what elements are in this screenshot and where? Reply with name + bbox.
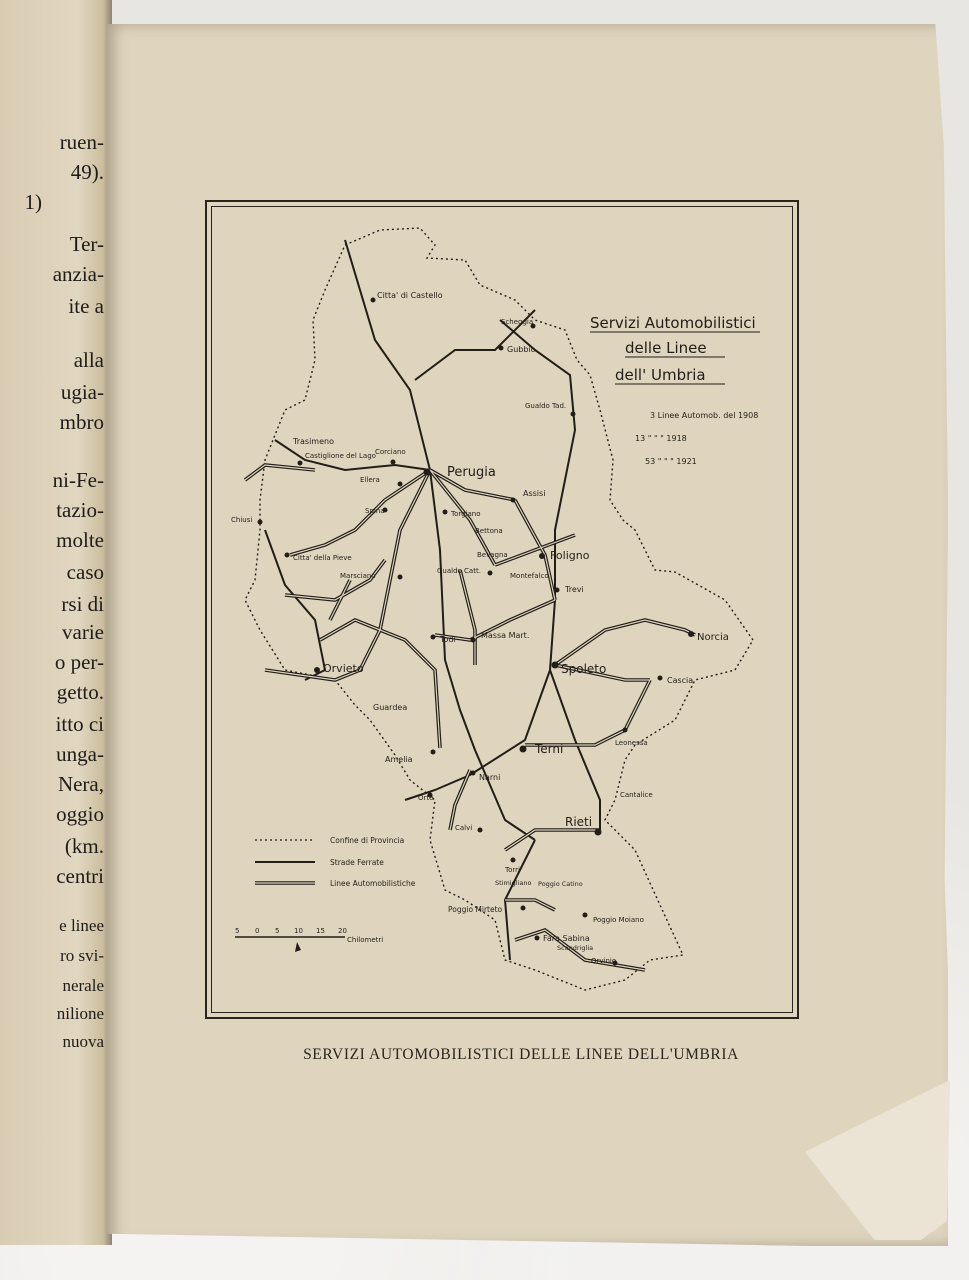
town-torri: Torri	[505, 866, 520, 874]
left-page-line: 49).	[70, 160, 104, 184]
left-page-line: centri	[56, 864, 104, 888]
left-page-line: unga-	[56, 742, 104, 766]
town-cascia: Cascia	[667, 676, 694, 685]
umbria-map	[205, 200, 795, 1015]
town-fara-sabina: Fara Sabina	[543, 934, 590, 943]
scale-tick-1: 0	[255, 927, 260, 935]
town-guardea: Guardea	[373, 703, 408, 712]
town-narni: Narni	[479, 773, 501, 782]
left-page-line: ro svi-	[60, 946, 104, 965]
legend-railways: Strade Ferrate	[330, 858, 384, 867]
legend-provincial-border: Confine di Provincia	[330, 836, 405, 845]
stat-1918: 13 " " " 1918	[635, 434, 687, 443]
town-citta-di-castello: Citta' di Castello	[377, 291, 443, 300]
map-title-line-2: delle Linee	[625, 339, 707, 357]
scale-tick-3: 10	[294, 927, 303, 935]
town-scheggia: Scheggia	[501, 318, 534, 326]
left-page-line: Ter-	[69, 232, 104, 256]
left-page-line: varie	[62, 620, 104, 644]
scale-tick-0: 5	[235, 927, 240, 935]
left-page-line: o per-	[54, 650, 104, 674]
town-citta-della-pieve: Citta' della Pieve	[293, 554, 352, 562]
town-gualdo-cattaneo: Gualdo Catt.	[437, 567, 481, 575]
town-terni: Terni	[535, 742, 564, 756]
scale-tick-5: 20	[338, 927, 347, 935]
town-assisi: Assisi	[523, 489, 546, 498]
town-bevagna: Bevagna	[477, 551, 508, 559]
town-rieti: Rieti	[565, 815, 593, 829]
left-page-line: itto ci	[55, 712, 104, 736]
line-statistics	[635, 411, 758, 466]
left-page-line: tazio-	[56, 498, 104, 522]
left-page-line: getto.	[56, 680, 104, 704]
left-page-line: alla	[73, 348, 104, 372]
town-chiusi: Chiusi	[231, 516, 253, 524]
left-page-line: nilione	[56, 1004, 104, 1023]
town-perugia: Perugia	[447, 465, 496, 480]
town-gubbio: Gubbio	[507, 345, 536, 354]
map-title-line-1: Servizi Automobilistici	[590, 314, 756, 332]
left-page-line: 1)	[24, 190, 42, 214]
scale-unit: Chilometri	[347, 936, 384, 944]
town-leonessa: Leonessa	[615, 739, 648, 747]
town-marsciano: Marsciano	[340, 572, 376, 580]
left-page-line: Nera,	[57, 772, 104, 796]
town-spoleto: Spoleto	[561, 662, 607, 676]
town-poggio-mirteto: Poggio Mirteto	[448, 905, 503, 914]
town-poggio-moiano: Poggio Moiano	[593, 916, 644, 924]
left-page-line: anzia-	[52, 262, 104, 286]
town-massa-martana: Massa Mart.	[481, 631, 530, 640]
town-castiglione: Castiglione del Lago	[305, 452, 376, 460]
town-orvinio: Orvinio	[591, 957, 617, 965]
left-page-line: ruen-	[59, 130, 104, 154]
left-page-line: nuova	[62, 1032, 104, 1051]
town-corciano: Corciano	[375, 448, 406, 456]
town-calvi: Calvi	[455, 824, 473, 832]
left-page-line: (km.	[64, 834, 104, 858]
map-title	[590, 314, 760, 384]
map-caption: SERVIZI AUTOMOBILISTICI DELLE LINEE DELL'UMBRIA	[303, 1046, 739, 1063]
compass-mark	[295, 942, 301, 952]
stat-1921: 53 " " " 1921	[645, 457, 697, 466]
map-title-line-3: dell' Umbria	[615, 366, 706, 384]
town-gualdo-tadino: Gualdo Tad.	[525, 402, 567, 410]
town-poggio-catino: Poggio Catino	[538, 880, 583, 888]
town-foligno: Foligno	[550, 549, 590, 562]
town-cantalice: Cantalice	[620, 791, 653, 799]
railway-lines	[265, 240, 600, 960]
left-page-line: nerale	[62, 976, 104, 995]
legend-bus-lines: Linee Automobilistiche	[330, 879, 416, 888]
scale-tick-2: 5	[275, 927, 280, 935]
town-trasimeno: Trasimeno	[293, 437, 334, 446]
town-todi: Todi	[440, 635, 456, 644]
town-bettona: Bettona	[475, 527, 503, 535]
town-stimigliano: Stimigliano	[495, 879, 532, 887]
left-page-line: e linee	[59, 916, 104, 935]
town-ellera: Ellera	[360, 476, 380, 484]
town-spina: Spina	[365, 507, 385, 515]
left-page-line: caso	[66, 560, 104, 584]
scale-tick-4: 15	[316, 927, 325, 935]
left-page-line: ni-Fe-	[52, 468, 104, 492]
town-labels	[231, 291, 729, 966]
bus-lines	[245, 465, 695, 970]
town-montefalco: Montefalco	[510, 572, 549, 580]
town-trevi: Trevi	[565, 585, 584, 594]
left-page-line: oggio	[56, 802, 104, 826]
town-torgiano: Torgiano	[451, 510, 481, 518]
town-norcia: Norcia	[697, 632, 729, 643]
left-page-line: rsi di	[61, 592, 104, 616]
map-legend	[255, 836, 416, 888]
town-orte: Orte	[418, 794, 434, 802]
town-orvieto: Orvieto	[323, 662, 364, 675]
left-page-line: molte	[56, 528, 104, 552]
left-page-line: mbro	[59, 410, 104, 434]
town-amelia: Amelia	[385, 755, 413, 764]
left-page	[0, 0, 112, 1245]
scale-bar	[235, 927, 383, 952]
left-page-line: ite a	[68, 294, 104, 318]
stat-1908: 3 Linee Automob. del 1908	[650, 411, 759, 420]
left-page-line: ugia-	[60, 380, 104, 404]
town-scandriglia: Scandriglia	[557, 944, 594, 952]
